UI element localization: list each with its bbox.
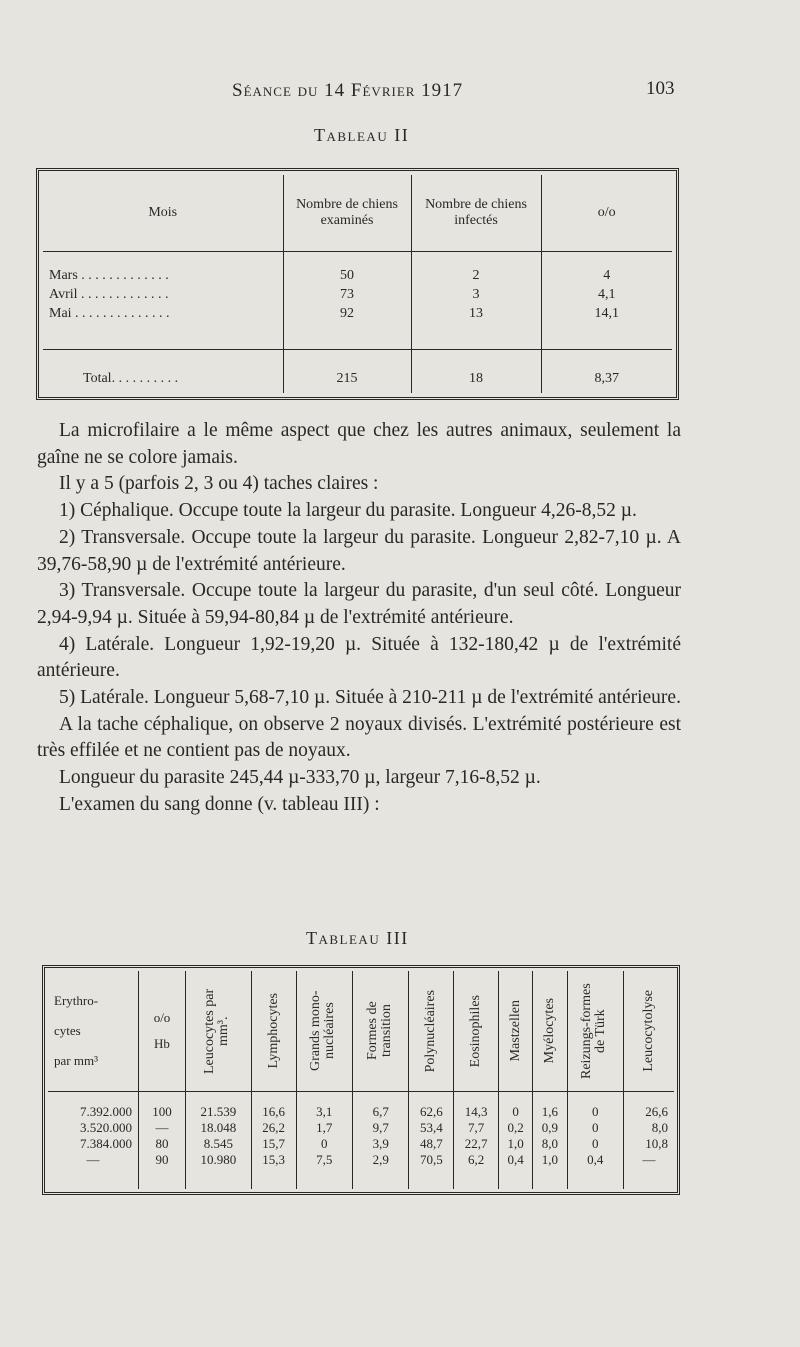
cell-percent: 14,1 <box>541 305 672 324</box>
cell: 6,7 <box>352 1104 408 1120</box>
table-row <box>43 285 672 304</box>
header-grands-mononucleaires <box>296 971 352 1092</box>
cell-examined: 50 <box>283 266 411 285</box>
header-reizungsformes <box>567 971 623 1092</box>
cell: 8,0 <box>624 1120 674 1136</box>
total-percent: 8,37 <box>541 350 672 393</box>
cell: 1,0 <box>533 1152 567 1168</box>
table2 <box>36 168 679 400</box>
page-number: 103 <box>646 78 675 99</box>
cell: 0,4 <box>498 1152 532 1168</box>
header-formes-transition <box>352 971 408 1092</box>
header-erythrocytes-l3: par mm³ <box>54 1053 98 1068</box>
cell: 3,1 <box>296 1104 352 1120</box>
cell: 0 <box>567 1104 623 1120</box>
header-leucocytolyse <box>624 971 674 1092</box>
cell-infected: 3 <box>411 285 541 304</box>
paragraph: Longueur du parasite 245,44 µ-333,70 µ, largeur 7,16-8,52 µ. <box>59 767 541 789</box>
paragraph: La microfilaire a le même aspect que chez les autres animaux, seulement la gaîne ne se colore jamais. <box>37 420 681 468</box>
header-eosinophiles <box>454 971 499 1092</box>
cell: — <box>86 1152 100 1167</box>
table2-header-mois: Mois <box>148 205 178 220</box>
total-infected: 18 <box>411 350 541 393</box>
cell: 3.520.000 <box>80 1120 132 1135</box>
header-myelocytes <box>533 971 567 1092</box>
table3-caption: Tableau III <box>306 928 409 948</box>
header-erythrocytes-l2: cytes <box>54 1023 81 1038</box>
cell: 7,7 <box>454 1120 499 1136</box>
body-text <box>37 418 681 819</box>
header-polynucleaires <box>409 971 454 1092</box>
header-mast-text: Mastzellen <box>507 1000 523 1062</box>
cell: 7,5 <box>296 1152 352 1168</box>
cell: — <box>139 1120 186 1136</box>
row-label: Mars . . . . . . . . . . . . . <box>49 267 169 283</box>
table-total-row <box>43 350 672 393</box>
cell: 70,5 <box>409 1152 454 1168</box>
cell: 7.384.000 <box>80 1136 132 1151</box>
table2-header-examined: Nombre de chiens examinés <box>283 175 411 252</box>
header-lymphocytes-text: Lymphocytes <box>265 993 281 1069</box>
header-leucocytes <box>186 971 252 1092</box>
cell: 62,6 <box>409 1104 454 1120</box>
table3 <box>42 965 680 1195</box>
header-formes-text: Formes de transition <box>364 1001 394 1061</box>
cell: 26,6 <box>624 1104 674 1120</box>
cell: 0,9 <box>533 1120 567 1136</box>
cell: 6,2 <box>454 1152 499 1168</box>
header-leucocytes-text: Leucocytes par mm³. <box>202 988 232 1074</box>
table-row <box>43 305 672 324</box>
table-row <box>48 1136 674 1152</box>
cell-percent: 4,1 <box>541 285 672 304</box>
table-row <box>48 1152 674 1168</box>
paragraph: 1) Céphalique. Occupe toute la largeur du parasite. Longueur 4,26-8,52 µ. <box>59 500 637 522</box>
header-mastzellen <box>498 971 532 1092</box>
table2-header-percent: o/o <box>541 175 672 252</box>
header-hb-l1: o/o <box>153 1010 171 1025</box>
paragraph: Il y a 5 (parfois 2, 3 ou 4) taches claires : <box>59 473 379 495</box>
row-label: Mai . . . . . . . . . . . . . . <box>49 306 170 322</box>
row-label: Avril . . . . . . . . . . . . . <box>49 287 169 303</box>
table-row <box>43 266 672 285</box>
table2-caption: Tableau II <box>314 125 410 145</box>
cell: 8.545 <box>186 1136 252 1152</box>
cell-examined: 92 <box>283 305 411 324</box>
paragraph: 2) Transversale. Occupe toute la largeur du parasite. Longueur 2,82-7,10 µ. A 39,76-58,90 µ de l'extrémité antérieure. <box>37 526 681 575</box>
paragraph: 5) Latérale. Longueur 5,68-7,10 µ. Située à 210-211 µ de l'extrémité antérieure. <box>59 687 681 709</box>
table2-header-infected: Nombre de chiens infectés <box>411 175 541 252</box>
cell: 26,2 <box>251 1120 296 1136</box>
paragraph: 4) Latérale. Longueur 1,92-19,20 µ. Située à 132-180,42 µ de l'extrémité antérieure. <box>37 633 681 682</box>
header-myelo-text: Myélocytes <box>541 998 557 1064</box>
cell: 16,6 <box>251 1104 296 1120</box>
table-row <box>48 1120 674 1136</box>
header-grands-text: Grands mono-nucléaires <box>308 990 338 1072</box>
cell-infected: 2 <box>411 266 541 285</box>
cell: 9,7 <box>352 1120 408 1136</box>
cell: 7.392.000 <box>80 1104 132 1119</box>
paragraph: A la tache céphalique, on observe 2 noyaux divisés. L'extrémité postérieure est très effilée et ne contient pas de noyaux. <box>37 713 681 762</box>
cell: 0,4 <box>567 1152 623 1168</box>
cell: 0 <box>567 1120 623 1136</box>
running-head: Séance du 14 Février 1917 <box>232 80 464 101</box>
cell: 0 <box>296 1136 352 1152</box>
table-row <box>48 1104 674 1120</box>
cell: 0,2 <box>498 1120 532 1136</box>
cell: 48,7 <box>409 1136 454 1152</box>
header-eosino-text: Eosinophiles <box>468 994 484 1068</box>
cell: — <box>624 1152 674 1168</box>
cell-examined: 73 <box>283 285 411 304</box>
cell: 1,0 <box>498 1136 532 1152</box>
header-lyse-text: Leucocytolyse <box>641 990 656 1072</box>
paragraph: L'examen du sang donne (v. tableau III) : <box>59 793 380 815</box>
cell: 80 <box>139 1136 186 1152</box>
header-erythrocytes-l1: Erythro- <box>54 993 99 1008</box>
cell: 0 <box>567 1136 623 1152</box>
cell: 10,8 <box>624 1136 674 1152</box>
cell: 21.539 <box>186 1104 252 1120</box>
cell: 15,3 <box>251 1152 296 1168</box>
cell: 0 <box>498 1104 532 1120</box>
header-erythrocytes <box>48 971 139 1092</box>
cell: 3,9 <box>352 1136 408 1152</box>
cell: 1,6 <box>533 1104 567 1120</box>
cell: 90 <box>139 1152 186 1168</box>
cell: 15,7 <box>251 1136 296 1152</box>
cell: 100 <box>139 1104 186 1120</box>
header-hb-l2: Hb <box>154 1036 170 1051</box>
paragraph: 3) Transversale. Occupe toute la largeur du parasite, d'un seul côté. Longueur 2,94-9,94 µ. Située à 59,94-80,84 µ de l'extrémité antérieure. <box>37 580 681 628</box>
header-lymphocytes <box>251 971 296 1092</box>
cell: 14,3 <box>454 1104 499 1120</box>
cell: 18.048 <box>186 1120 252 1136</box>
cell: 10.980 <box>186 1152 252 1168</box>
total-label: Total. . . . . . . . . . <box>43 350 283 393</box>
cell: 8,0 <box>533 1136 567 1152</box>
cell: 2,9 <box>352 1152 408 1168</box>
header-hb <box>139 971 186 1092</box>
cell-percent: 4 <box>541 266 672 285</box>
cell: 53,4 <box>409 1120 454 1136</box>
header-reiz-text: Reizungs-formes de Türk <box>579 983 609 1079</box>
total-examined: 215 <box>283 350 411 393</box>
cell: 1,7 <box>296 1120 352 1136</box>
cell-infected: 13 <box>411 305 541 324</box>
cell: 22,7 <box>454 1136 499 1152</box>
header-poly-text: Polynucléaires <box>423 989 439 1073</box>
